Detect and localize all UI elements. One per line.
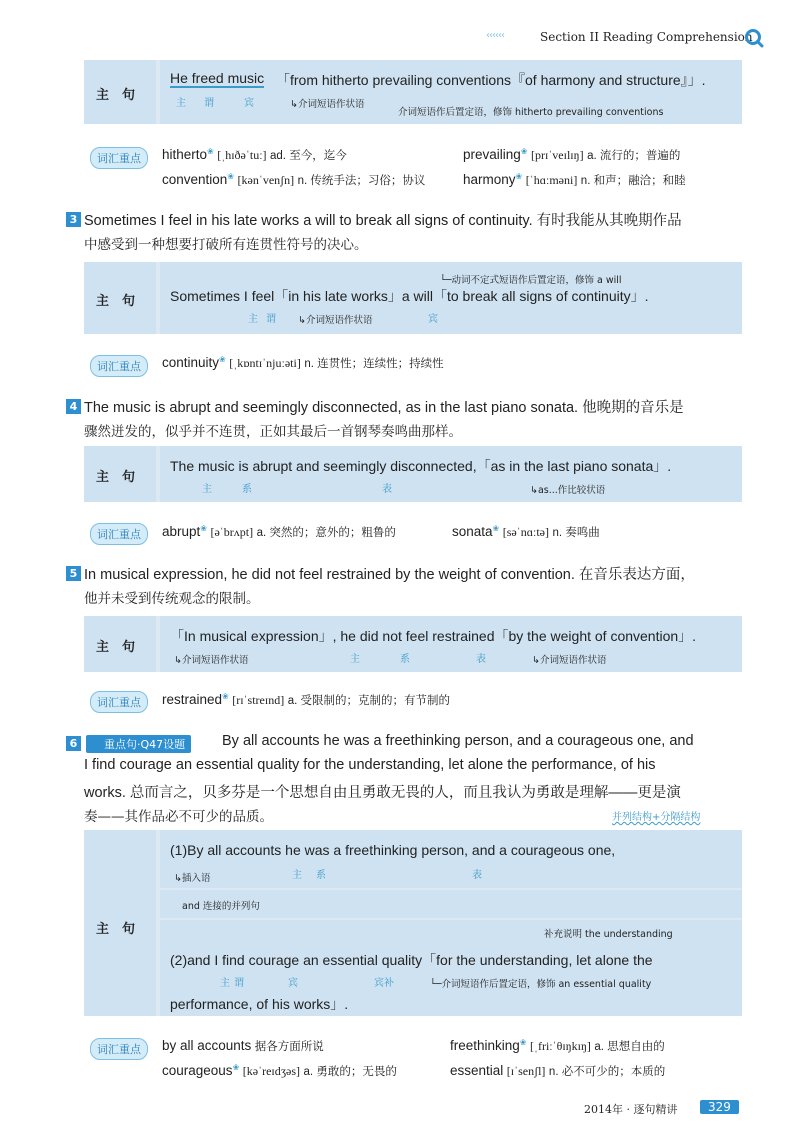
tag-link: 系 <box>316 870 326 881</box>
vocab-pill-5: 词汇重点 <box>90 1038 148 1060</box>
main-clause-label: 主 句 <box>96 88 136 103</box>
paragraph-4-line-2: 骤然迸发的，似乎并不连贯，正如其最后一首钢琴奏鸣曲那样。 <box>84 424 462 440</box>
vocab-harmony: harmony❀ [ˈhɑːməni] n. 和声；融洽；和睦 <box>463 172 686 188</box>
vocab-freethinking: freethinking❀ [ˌfriːˈθɪŋkɪŋ] a. 思想自由的 <box>450 1038 665 1054</box>
note-adverbial-2: ↳介词短语作状语 <box>532 655 607 666</box>
sentence-part-1: He freed music <box>170 70 265 86</box>
tag-object: 宾 <box>244 98 254 109</box>
paragraph-3-line-1: Sometimes I feel in his late works a will to break all signs of continuity. 有时我能从其晚期作品 <box>84 213 682 229</box>
vocab-courageous: courageous❀ [kəˈreɪdʒəs] a. 勇敢的；无畏的 <box>162 1063 397 1079</box>
tag-predicate: 谓 <box>266 314 276 325</box>
vocab-by-all-accounts: by all accounts 据各方面所说 <box>162 1038 324 1053</box>
note-postmodifier: └─介词短语作后置定语，修饰 an essential quality <box>430 979 652 990</box>
paragraph-5-line-2: 他并未受到传统观念的限制。 <box>84 591 260 607</box>
vocab-restrained: restrained❀ [rɪˈstreɪnd] a. 受限制的；克制的；有节制的 <box>162 692 450 708</box>
key-sentence-flag: 重点句·Q47设题 <box>86 735 191 753</box>
tag-object: 宾 <box>428 314 438 325</box>
sentence-5-part-1: (1)By all accounts he was a freethinking person, and a courageous one, <box>170 842 616 858</box>
vocab-abrupt: abrupt❀ [əˈbrʌpt] a. 突然的；意外的；粗鲁的 <box>162 524 396 540</box>
footer-text: 2014年 · 逐句精讲 <box>584 1103 678 1116</box>
page-header <box>0 28 775 50</box>
main-clause-label: 主 句 <box>96 640 136 655</box>
note-conjunction: and 连接的并列句 <box>182 901 260 912</box>
note-adverbial: ↳介词短语作状语 <box>298 315 373 326</box>
main-clause-label: 主 句 <box>96 294 136 309</box>
note-insertion: ↳插入语 <box>174 873 211 884</box>
tag-subject: 主 <box>220 978 230 989</box>
main-clause-label: 主 句 <box>96 922 136 937</box>
tag-link: 系 <box>400 654 410 665</box>
header-title: Section II Reading Comprehension <box>540 30 753 44</box>
sentence-2: Sometimes I feel「in his late works」a will「to break all signs of continuity」. <box>170 288 649 304</box>
vocab-pill-4: 词汇重点 <box>90 691 148 713</box>
sentence-5-part-2: (2)and I find courage an essential quality「for the understanding, let alone the <box>170 952 653 968</box>
note-postmodifier: 介词短语作后置定语，修饰 hitherto prevailing conventions <box>398 107 664 118</box>
tag-predicate: 谓 <box>234 978 244 989</box>
analysis-box-4 <box>84 616 742 672</box>
vocab-essential: essential [ɪˈsenʃl] n. 必不可少的；本质的 <box>450 1063 666 1078</box>
sentence-4: 「In musical expression」, he did not feel restrained「by the weight of convention」. <box>170 628 697 644</box>
vocab-hitherto: hitherto❀ [ˌhɪðəˈtuː] ad. 至今，迄今 <box>162 147 347 163</box>
main-clause-label: 主 句 <box>96 470 136 485</box>
vocab-convention: convention❀ [kənˈvenʃn] n. 传统手法；习俗；协议 <box>162 172 426 188</box>
vocab-pill-1: 词汇重点 <box>90 147 148 169</box>
note-infinitive: └─动词不定式短语作后置定语，修饰 a will <box>440 275 622 286</box>
paragraph-6-line-4: 奏——其作品必不可少的品质。 <box>84 809 273 825</box>
paragraph-6-line-3: works. 总而言之，贝多芬是一个思想自由且勇敢无畏的人，而且我认为勇敢是理解——更是演 <box>84 785 681 801</box>
note-comparison: ↳as...作比较状语 <box>530 485 606 496</box>
paragraph-number-4: 4 <box>66 399 81 414</box>
vocab-pill-3: 词汇重点 <box>90 523 148 545</box>
paragraph-4-line-1: The music is abrupt and seemingly disconnected, as in the last piano sonata. 他晚期的音乐是 <box>84 400 684 416</box>
page-number: 329 <box>700 1100 739 1114</box>
vocab-prevailing: prevailing❀ [prɪˈveɪlɪŋ] a. 流行的；普遍的 <box>463 147 681 163</box>
sentence-5-part-3: performance, of his works」. <box>170 996 349 1012</box>
analysis-box-1 <box>84 60 742 124</box>
tag-subject: 主 <box>202 484 212 495</box>
tag-predicate: 表 <box>476 654 486 665</box>
analysis-box-2 <box>84 262 742 334</box>
paragraph-3-line-2: 中感受到一种想要打破所有连贯性符号的决心。 <box>84 237 368 253</box>
tag-subject: 主 <box>248 314 258 325</box>
analysis-box-3 <box>84 446 742 502</box>
note-adverbial: ↳介词短语作状语 <box>290 99 365 110</box>
tag-link: 系 <box>242 484 252 495</box>
tag-complement: 宾补 <box>374 978 394 989</box>
search-icon <box>744 28 764 48</box>
analysis-box-5 <box>84 830 742 1016</box>
structure-tag: 并列结构+分隔结构 <box>612 812 701 823</box>
tag-subject: 主 <box>292 870 302 881</box>
tag-subject: 主 <box>176 98 186 109</box>
paragraph-number-5: 5 <box>66 566 81 581</box>
tag-predicate: 表 <box>382 484 392 495</box>
paragraph-number-6: 6 <box>66 736 81 751</box>
tag-object: 宾 <box>288 978 298 989</box>
paragraph-5-line-1: In musical expression, he did not feel restrained by the weight of convention. 在音乐表达方面， <box>84 567 695 583</box>
tag-predicate: 表 <box>472 870 482 881</box>
paragraph-6-line-2: I find courage an essential quality for the understanding, let alone the performance, of his <box>84 757 656 773</box>
sentence-3: The music is abrupt and seemingly disconnected,「as in the last piano sonata」. <box>170 458 672 474</box>
header-arrows: ‹‹‹‹‹‹ <box>486 30 504 41</box>
vocab-continuity: continuity❀ [ˌkɒntɪˈnjuːəti] n. 连贯性；连续性；持续性 <box>162 355 444 371</box>
note-adverbial-1: ↳介词短语作状语 <box>174 655 249 666</box>
tag-subject: 主 <box>350 654 360 665</box>
sentence-part-2: 「from hitherto prevailing conventions『of harmony and structure』」. <box>276 72 706 88</box>
note-supplement: 补充说明 the understanding <box>544 929 673 940</box>
vocab-sonata: sonata❀ [səˈnɑːtə] n. 奏鸣曲 <box>452 524 600 540</box>
tag-predicate: 谓 <box>204 98 214 109</box>
vocab-pill-2: 词汇重点 <box>90 355 148 377</box>
paragraph-number-3: 3 <box>66 212 81 227</box>
paragraph-6-line-1: By all accounts he was a freethinking person, and a courageous one, and <box>222 733 694 749</box>
